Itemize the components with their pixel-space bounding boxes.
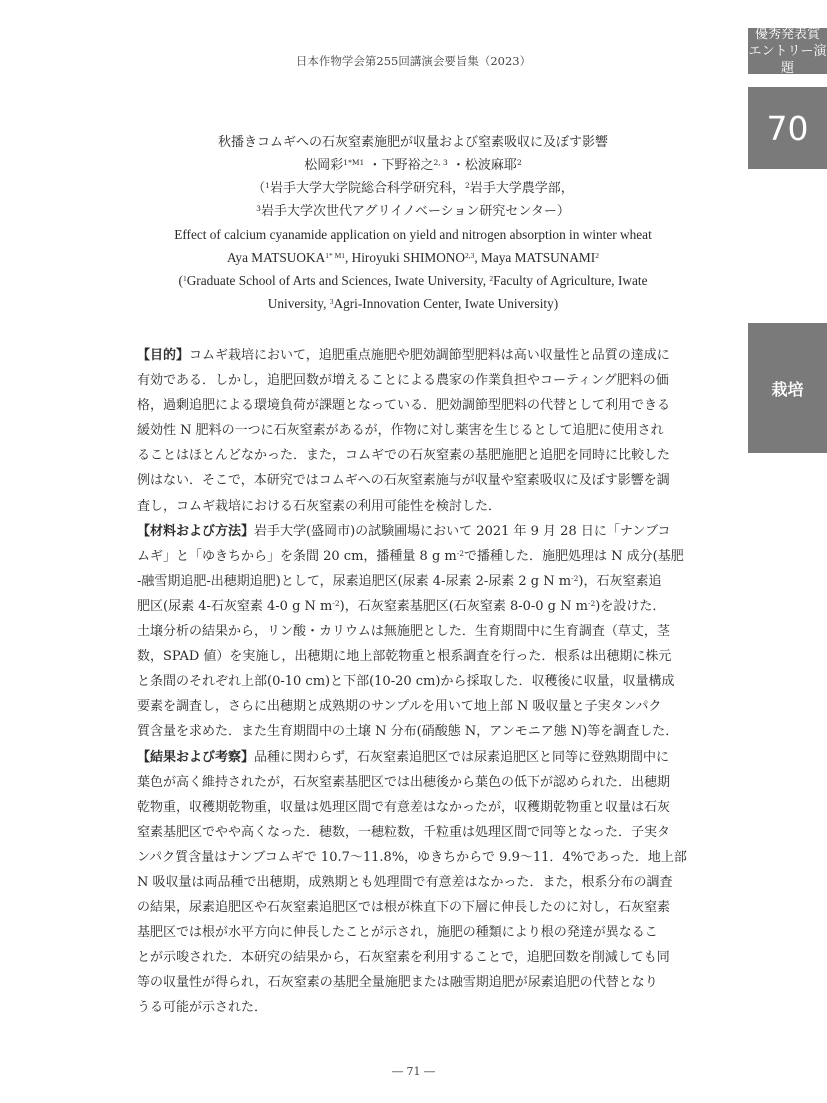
body-line: 有効である．しかし，追肥回数が増えることによる農家の作業負担やコーティング肥料の価 [137, 373, 669, 389]
author-ja-3-affil: 2 [516, 158, 522, 167]
affiliation-ja-line-1 [120, 177, 706, 200]
body-text: ムギ」と「ゆきちから」を条間 20 cm，播種量 8 g m [137, 548, 457, 564]
unit-exponent: -2 [456, 548, 465, 558]
body-text: 品種に関わらず，石灰窒素追肥区では尿素追肥区と同等に登熟期間中に [254, 749, 669, 765]
author-en-2-affil: 2,3 [465, 251, 475, 260]
body-line: 土壌分析の結果から，リン酸・カリウムは無施肥とした．生育期間中に生育調査（草丈，茎 [137, 624, 670, 640]
affil-open: （ [252, 181, 266, 196]
affil-open: ( [178, 273, 183, 288]
body-line [137, 519, 693, 544]
affil-marker: 1 [182, 274, 187, 283]
author-en-1-affil: 1* M1 [325, 251, 345, 260]
affil-en-2: Faculty of Agriculture, Iwate [493, 273, 648, 288]
affil-en-3: Agri-Innovation Center, Iwate University) [333, 296, 559, 311]
title-ja: 秋播きコムギへの石灰窒素施肥が収量および窒素吸収に及ぼす影響 [217, 135, 608, 150]
body-line: とが示唆された．本研究の結果から，石灰窒素を利用することで，追肥回数を削減しても同 [137, 950, 670, 966]
body-line: 例はない．そこで，本研究ではコムギへの石灰窒素施与が収量や窒素吸収に及ぼす影響を調 [137, 473, 670, 489]
author-ja-2-affil: 2, 3 [433, 158, 448, 167]
title-block [120, 131, 706, 315]
body-line: 数，SPAD 値）を実施し，出穂期に地上部乾物重と根系調査を行った．根系は出穂期に株元 [137, 649, 672, 665]
author-ja-3: 松波麻耶 [464, 158, 517, 173]
unit-exponent: -2 [332, 598, 340, 608]
body-line: ンパク質含量はナンブコムギで 10.7～11.8%，ゆきちからで 9.9～11．4%であった．地上部 [137, 849, 687, 865]
heading-purpose: 【目的】 [137, 348, 190, 363]
body-line: 窒素基肥区でやや高くなった．穂数，一穂粒数，千粒重は処理区間で同等となった．子実タ [137, 824, 671, 840]
body-text: )，石灰窒素基肥区(石灰窒素 8-0-0 g N m [339, 598, 588, 614]
author-ja-2: 下野裕之 [381, 158, 434, 173]
entry-label: エントリー演題 [748, 43, 827, 76]
page-number: ― 71 ― [392, 1065, 435, 1078]
body-text: )を設けた． [595, 598, 666, 614]
affil-marker: 2 [489, 274, 494, 283]
affil-marker: 3 [256, 204, 261, 213]
affiliation-en-line-1 [120, 269, 706, 292]
body-text: 肥区(尿素 4-石灰窒素 4-0 g N m [137, 598, 333, 614]
body-line: の結果，尿素追肥区や石灰窒素追肥区では根が株直下の下層に伸長したのに対し，石灰窒素 [137, 900, 671, 916]
heading-results: 【結果および考察】 [137, 749, 255, 765]
body-line: と条間のそれぞれ上部(0-10 cm)と下部(10-20 cm)から採取した．収穫後に収量，収量構成 [137, 674, 675, 690]
author-ja-1: 松岡彩 [304, 158, 344, 173]
author-en-3-affil: 2 [595, 251, 599, 260]
abstract-number-tab: 70 [748, 87, 827, 169]
body-line: 基肥区では根が水平方向に伸長したことが示され，施肥の種類により根の発達が異なるこ [137, 925, 658, 941]
author-en-3: , Maya MATSUNAMI [474, 250, 596, 265]
body-line: ることはほとんどなかった．また，コムギでの石灰窒素の基肥施肥と追肥を同時に比較した [137, 448, 671, 464]
award-label: 優秀発表賞 [754, 26, 820, 42]
body-line [137, 544, 693, 569]
body-line: 格，過剰追肥による環境負荷が課題となっている．肥効調節型肥料の代替として利用できる [137, 398, 671, 414]
category-tab: 栽培 [748, 323, 827, 453]
unit-exponent: -2 [587, 598, 596, 608]
body-line: N 吸収量は両品種で出穂期，成熟期とも処理間で有意差はなかった．また，根系分布の調査 [137, 874, 673, 890]
body-line: 乾物重，収穫期乾物重，収量は処理区間で有意差はなかったが，収穫期乾物重と収量は石灰 [137, 799, 671, 815]
affiliation-ja-line-2 [120, 200, 706, 223]
author-separator: ・ [451, 158, 465, 173]
body-line: 緩効性 N 肥料の一つに石灰窒素があるが，作物に対し薬害を生じるとして追肥に使用され [137, 423, 664, 439]
body-line: 査し，コムギ栽培における石灰窒素の利用可能性を検討した． [137, 498, 502, 514]
body-line: 葉色が高く維持されたが，石灰窒素基肥区では出穂後から葉色の低下が認められた．出穂期 [137, 774, 671, 790]
affil-marker: 1 [265, 181, 270, 190]
affil-ja-2: 岩手大学農学部， [469, 181, 574, 196]
unit-exponent: -2 [571, 573, 579, 583]
affil-marker: 3 [329, 297, 334, 306]
body-text: 岩手大学(盛岡市)の試験圃場において 2021 年 9 月 28 日に「ナンブコ [254, 523, 671, 539]
authors-ja [120, 154, 706, 177]
affil-en-1: Graduate School of Arts and Sciences, Iwate University, [186, 273, 490, 288]
title-en: Effect of calcium cyanamide application on yield and nitrogen absorption in winter wheat [174, 227, 652, 242]
body-line: うる可能が示された． [137, 1000, 268, 1016]
affil-ja-1: 岩手大学大学院総合科学研究科， [269, 181, 465, 196]
body-line [137, 343, 693, 368]
body-line [137, 569, 693, 594]
affil-ja-3: 岩手大学次世代アグリイノベーション研究センター） [260, 204, 570, 219]
proceedings-header: 日本作物学会第255回講演会要旨集（2023） [295, 54, 532, 68]
award-entry-tab [748, 28, 827, 74]
body-text: コムギ栽培において，追肥重点施肥や肥効調節型肥料は高い収量性と品質の達成に [189, 348, 670, 363]
body-text: -融雪期追肥-出穂期追肥)として，尿素追肥区(尿素 4-尿素 2-尿素 2 g N m [137, 573, 572, 589]
affiliation-en-line-2 [120, 292, 706, 315]
body-text: )，石灰窒素追 [578, 573, 662, 589]
body-line: 要素を調査し，さらに出穂期と成熟期のサンプルを用いて地上部 N 吸収量と子実タンパク [137, 699, 662, 715]
body-line: 等の収量性が得られ，石灰窒素の基肥全量施肥または融雪期追肥が尿素追肥の代替となり [137, 975, 658, 991]
author-en-2: , Hiroyuki SHIMONO [344, 250, 466, 265]
body-line: 質含量を求めた．また生育期間中の土壌 N 分布(硝酸態 N，アンモニア態 N)等を調査した． [137, 724, 679, 740]
affil-en-2b: University, [267, 296, 330, 311]
authors-en [120, 246, 706, 269]
heading-methods: 【材料および方法】 [137, 523, 255, 539]
body-line [137, 594, 693, 619]
affil-marker: 2 [465, 181, 470, 190]
author-en-1: Aya MATSUOKA [227, 250, 326, 265]
author-ja-1-affil: 1*M1 [343, 158, 365, 167]
abstract-body [137, 343, 693, 1021]
author-separator: ・ [368, 158, 382, 173]
body-line [137, 745, 693, 770]
body-text: で播種した．施肥処理は N 成分(基肥 [464, 548, 684, 564]
